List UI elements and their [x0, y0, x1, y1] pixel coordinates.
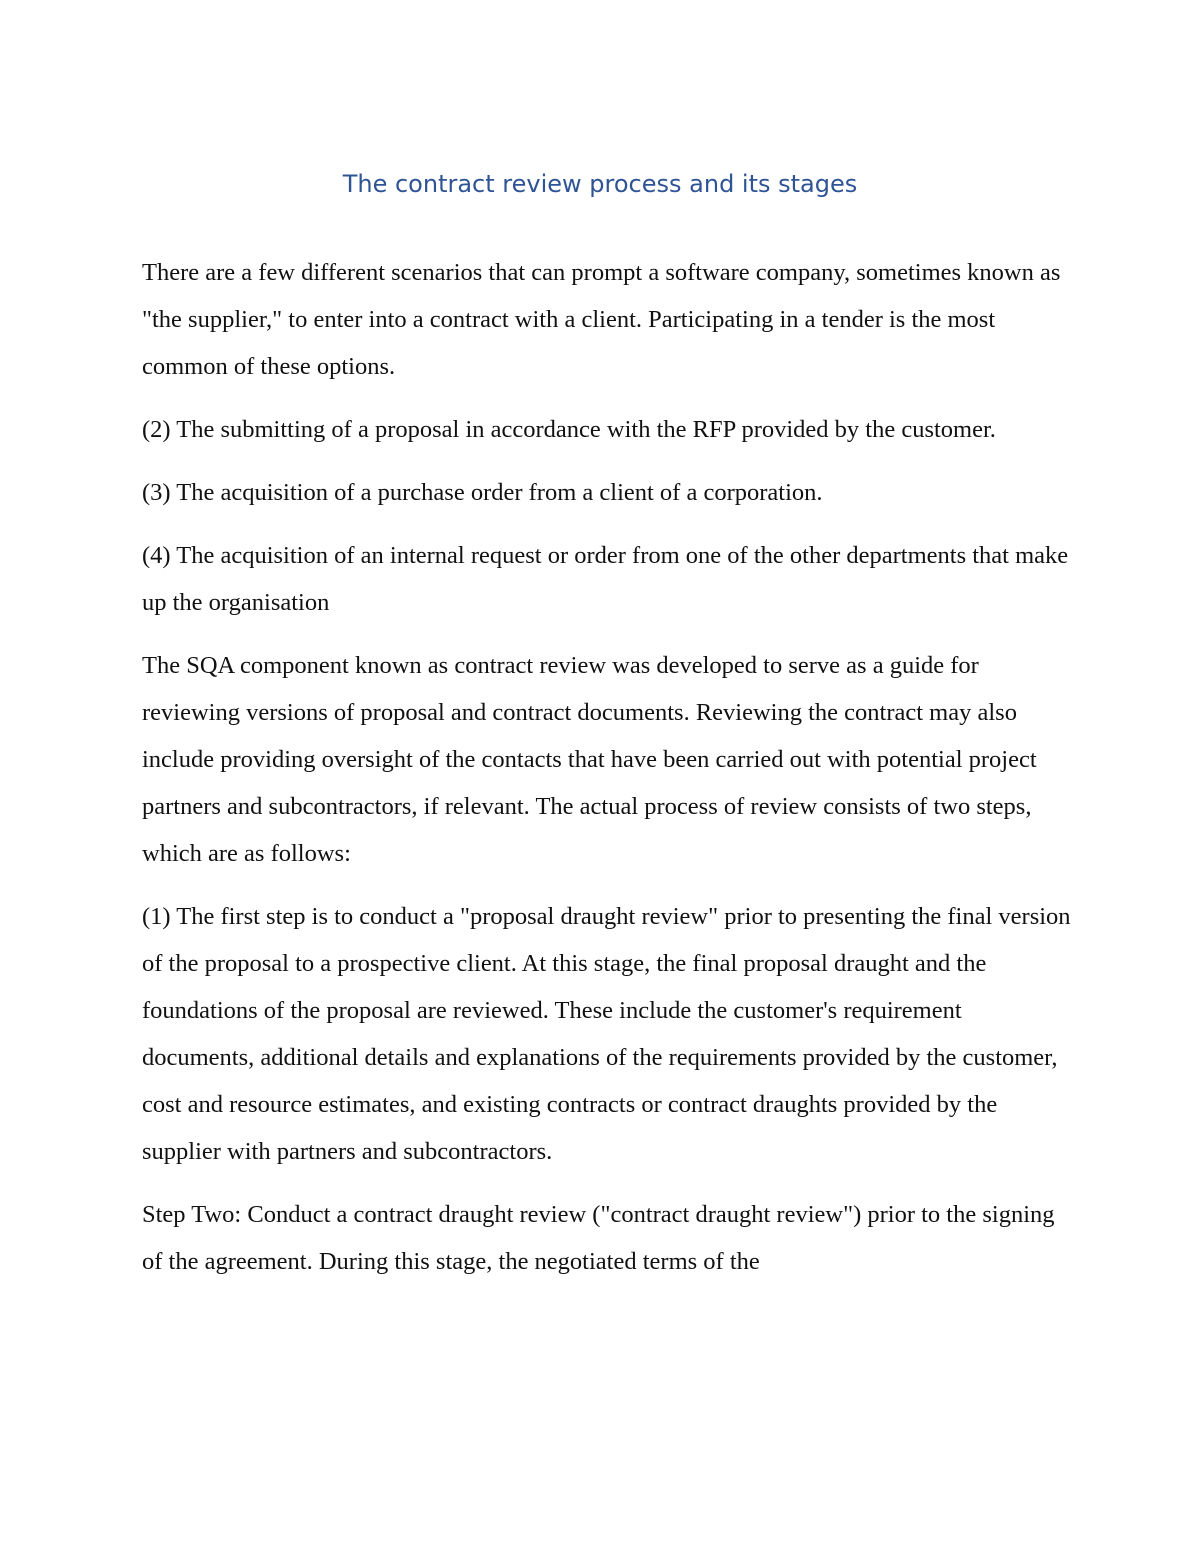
paragraph-step-one: (1) The first step is to conduct a "proposal draught review" prior to presenting the final version of the proposal to a prospective client. At this stage, the final proposal draught and the foundations of the proposal are reviewed. These include the customer's requirement documents, additional details and explanations of the requirements provided by the customer, cost and resource estimates, and existing contracts or contract draughts provided by the supplier with partners and subcontractors.	[142, 903, 1071, 1165]
paragraph-intro: There are a few different scenarios that can prompt a software company, sometimes known as "the supplier," to enter into a contract with a client. Participating in a tender is the most common of these options.	[142, 259, 1061, 380]
paragraph-item-4: (4) The acquisition of an internal request or order from one of the other departments that make up the organisation	[142, 542, 1069, 616]
paragraph-step-two: Step Two: Conduct a contract draught review ("contract draught review") prior to the signing of the agreement. During this stage, the negotiated terms of the	[142, 1201, 1055, 1275]
paragraph-item-2: (2) The submitting of a proposal in accordance with the RFP provided by the customer.	[142, 416, 996, 443]
paragraph-item-3: (3) The acquisition of a purchase order from a client of a corporation.	[142, 479, 823, 506]
document-title: The contract review process and its stages	[342, 170, 858, 198]
paragraph-sqa-component: The SQA component known as contract review was developed to serve as a guide for reviewing versions of proposal and contract documents. Reviewing the contract may also include providing oversight of the contacts that have been carried out with potential project partners and subcontractors, if relevant. The actual process of review consists of two steps, which are as follows:	[142, 652, 1037, 867]
document-body	[142, 249, 1072, 1301]
